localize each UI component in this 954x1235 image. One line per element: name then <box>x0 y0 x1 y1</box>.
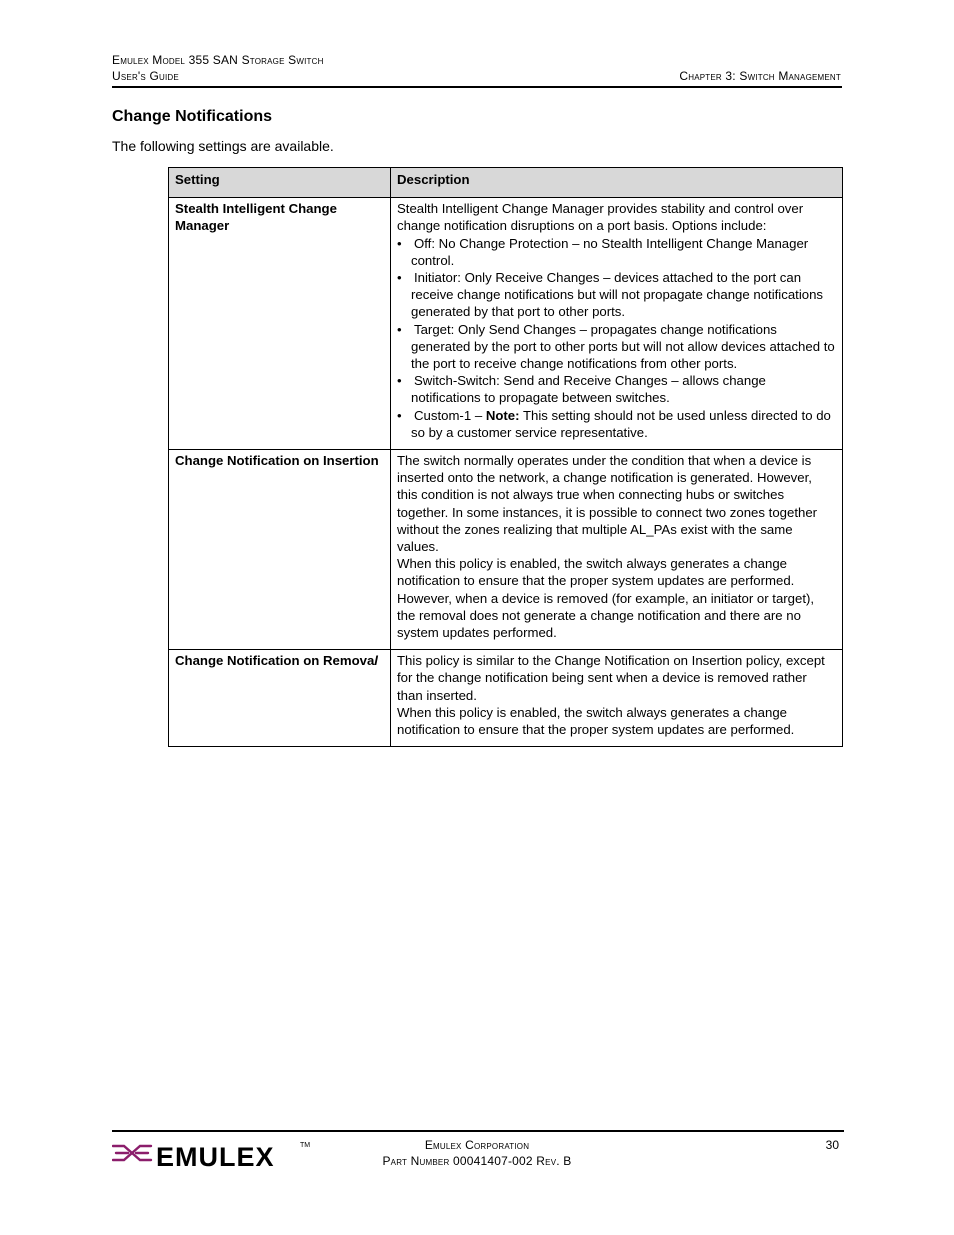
description-paragraph: This policy is similar to the Change Notification on Insertion policy, except for the change notification being sent when a device is removed rather than inserted. <box>397 653 825 703</box>
settings-table <box>168 167 843 747</box>
description-paragraph: The switch normally operates under the condition that when a device is inserted onto the network, a change notification is generated. However, this condition is not always true when connecting hubs or switches together. In some instances, it is possible to connect two zones together without the zones realizing that multiple AL_PAs exist with the same values. <box>397 453 818 555</box>
emulex-logo <box>112 1136 312 1170</box>
option-item <box>397 407 836 441</box>
footer-center <box>369 1137 585 1169</box>
table-row <box>169 198 843 450</box>
setting-description <box>391 198 843 450</box>
header-rule <box>112 86 842 88</box>
description-paragraph: When this policy is enabled, the switch always generates a change notification to ensure that the proper system updates are performed. <box>397 704 795 738</box>
setting-name-italic: l <box>374 653 378 669</box>
option-item <box>397 321 836 373</box>
setting-name <box>169 650 391 747</box>
column-header-description: Description <box>391 168 843 198</box>
option-text: Off: No Change Protection – no Stealth Intelligent Change Manager control. <box>411 235 809 268</box>
description-paragraph: Stealth Intelligent Change Manager provides stability and control over change notification disruptions on a port basis. Options include: <box>397 201 804 234</box>
option-text: Target: Only Send Changes – propagates change notifications generated by the port to other ports but will not allow devices attached to the port to receive change notifications from other ports. <box>411 321 835 372</box>
description-paragraph: When this policy is enabled, the switch always generates a change notification to ensure that the proper system updates are performed. However, when a device is removed (for example, an initiator or target), the removal does not generate a change notification and there are no system updates performed. <box>397 556 815 641</box>
header-product-title: Emulex Model 355 SAN Storage Switch <box>112 53 324 67</box>
page-number: 30 <box>825 1138 839 1152</box>
header-chapter-title: Chapter 3: Switch Management <box>679 69 841 83</box>
footer-part-number: Part Number 00041407-002 Rev. B <box>382 1154 572 1168</box>
option-text-prefix: Custom-1 – <box>414 407 486 423</box>
column-header-setting: Setting <box>169 168 391 198</box>
options-list <box>397 235 836 441</box>
setting-name: Change Notification on Insertion <box>169 450 391 650</box>
logo-wordmark: EMULEX <box>156 1142 275 1170</box>
setting-description <box>391 450 843 650</box>
table-header-row <box>169 168 843 198</box>
option-item <box>397 235 836 269</box>
setting-name-text: Change Notification on Remova <box>175 653 375 669</box>
option-item <box>397 269 836 321</box>
logo-trademark: TM <box>300 1142 311 1149</box>
option-text: Initiator: Only Receive Changes – devices attached to the port can receive change notifications but will not propagate change notifications generated by that port to other ports. <box>411 270 824 320</box>
table-row <box>169 650 843 747</box>
note-label: Note: <box>485 407 520 423</box>
section-intro: The following settings are available. <box>112 138 334 154</box>
setting-name: Stealth Intelligent Change Manager <box>169 198 391 450</box>
footer-company: Emulex Corporation <box>424 1138 530 1152</box>
header-guide-title: User's Guide <box>112 69 179 83</box>
option-text: Switch-Switch: Send and Receive Changes – allows change notifications to propagate between switches. <box>411 373 766 406</box>
table-row <box>169 450 843 650</box>
running-header-left <box>112 52 324 84</box>
option-text: This setting should not be used unless directed to do so by a customer service representative. <box>411 407 831 440</box>
emulex-symbol-icon <box>113 1146 151 1160</box>
setting-description <box>391 650 843 747</box>
footer-rule <box>112 1130 844 1132</box>
option-item <box>397 372 836 406</box>
section-title: Change Notifications <box>112 108 273 125</box>
